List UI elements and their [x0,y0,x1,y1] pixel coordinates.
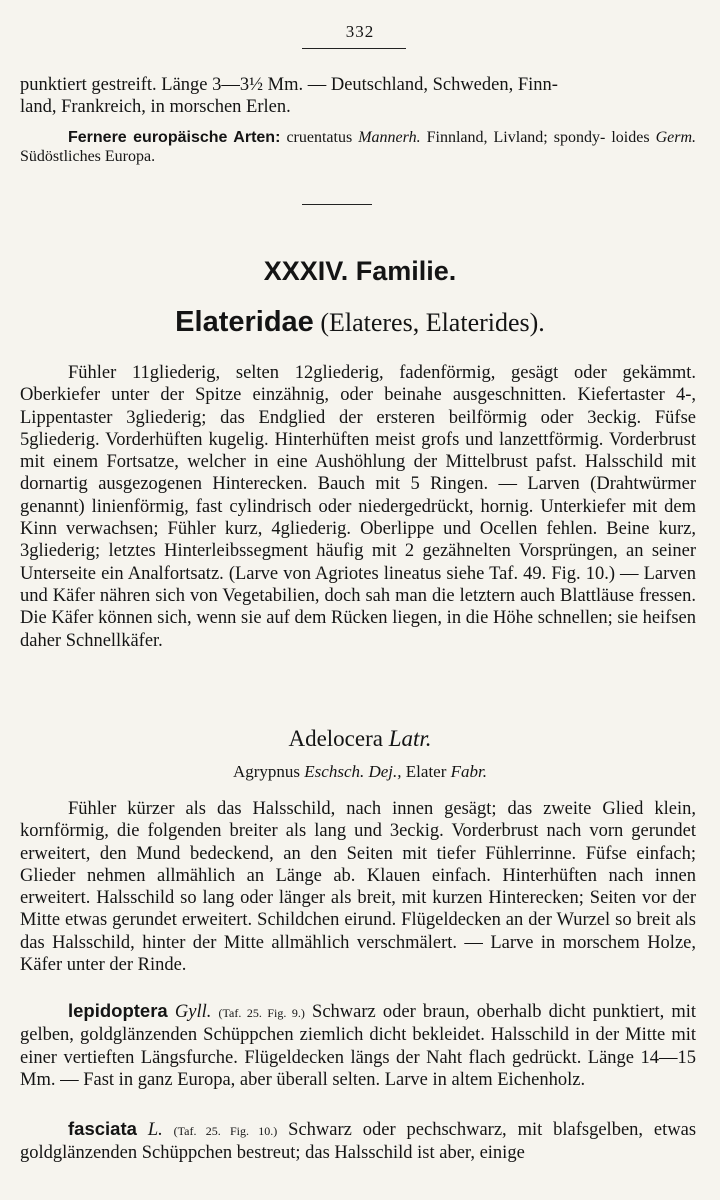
species-entry-fasciata [20,1118,696,1165]
intro-paragraph [20,74,696,119]
other-species-note [20,128,696,166]
genus-author: Latr. [388,726,432,751]
family-synonyms: (Elateres, Elaterides). [320,308,545,337]
author-mannerh: Mannerh. [358,129,421,146]
synonym-elater-author: Fabr. [450,762,488,781]
intro-line-1: punktiert gestreift. Länge 3—3½ Mm. — Deutschland, Schweden, Finn- [20,75,558,95]
synonym-agrypnus-author: Eschsch. Dej., [304,762,402,781]
other-species-range: Südöstliches Europa. [20,148,156,165]
plate-reference: (Taf. 25. Fig. 9.) [218,1006,305,1020]
family-number: XXXIV. Familie. [263,256,457,286]
other-species-text: Finnland, Livland; spondy- [426,129,606,146]
species-author: Gyll. [174,1002,212,1022]
species-spondyloides: loides [611,129,650,146]
species-description: Schwarz oder pechschwarz, mit blafsgelben, etwas goldglänzenden Schüppchen bestreut; das Halsschild ist aber, einige [20,1120,697,1164]
section-divider [302,204,372,205]
genus-description-text: Fühler kürzer als das Halsschild, nach innen gesägt; das zweite Glied klein, kornförmig, die folgenden breiter als lang und 3eckig. Vorderbrust nach vorn gerundet erweitert, den Mund bedeckend, an den Seiten mit tiefer Fühlerrinne. Füfse einfach; Glieder nehmen allmählich an Länge ab. Klauen einfach. Hinterhüften nach innen erweitert. Halsschild so lang oder länger als breit, mit kurzen Hinterecken; Seiten vor der Mitte etwas gerundet erweitert. Schildchen eirund. Flügeldecken an der Wurzel so breit als das Halsschild, hinter der Mitte allmählich verschmälert. — Larve in morschem Holze, Käfer unter der Rinde. [20,799,696,976]
family-title [0,306,720,339]
intro-line-2: land, Frankreich, in morschen Erlen. [20,97,291,118]
species-entry-lepidoptera [20,1000,696,1091]
family-description-text: Fühler 11gliederig, selten 12gliederig, fadenförmig, gesägt oder gekämmt. Oberkiefer unter der Spitze einzähnig, oder beinahe ausgeschnitten. Kiefertaster 4-, Lippentaster 3gliederig; das Endglied der ersteren beilförmig oder 3eckig. Füfse 5gliederig. Vorderhüften kugelig. Hinterhüften meist grofs und lanzettförmig. Vorderbrust mit einem Fortsatze, welcher in eine Aushöhlung der Mittelbrust pafst. Halsschild mit dornartig ausgezogenen Hinterecken. Bauch mit 5 Ringen. — Larven (Drahtwürmer genannt) linienförmig, fast cylindrisch oder niedergedrückt, hornig. Unterkiefer mit dem Kinn verwachsen; Fühler kurz, 4gliederig. Oberlippe und Ocellen fehlen. Beine kurz, 3gliederig; letztes Hinterleibssegment häufig mit 2 gezähnelten Vorsprüngen, an seiner Unterseite ein Analfortsatz. (Larve von Agriotes lineatus siehe Taf. 49. Fig. 10.) — Larven und Käfer nähren sich von Vegetabilien, doch sah man die letztern auch Blattläuse fressen. Die Käfer können sich, wenn sie auf dem Rücken liegen, in die Höhe schnellen; sie heifsen daher Schnellkäfer. [20,363,696,651]
species-author: L. [147,1120,163,1140]
other-species-label: Fernere europäische Arten: [68,129,281,146]
synonym-agrypnus: Agrypnus [232,762,301,781]
family-description [20,362,696,652]
genus-description [20,798,696,976]
synonym-elater: Elater [405,762,447,781]
species-cruentatus: cruentatus [286,129,353,146]
family-name: Elateridae [175,306,314,338]
species-description: Schwarz oder braun, oberhalb dicht punktiert, mit gelben, goldglänzenden Schüppchen ziemlich dicht bekleidet. Halsschild in der Mitte mit einer vertieften Längsfurche. Flügeldecken längs der Naht flach gedrückt. Länge 14—15 Mm. — Fast in ganz Europa, aber überall selten. Larve in altem Eichenholz. [20,1002,697,1090]
genus-synonyms [0,762,720,782]
species-name: fasciata [68,1118,137,1139]
page-number: 332 [345,22,375,41]
genus-name: Adelocera [288,726,383,751]
species-name: lepidoptera [68,1000,168,1021]
plate-reference: (Taf. 25. Fig. 10.) [173,1124,278,1138]
genus-heading [0,726,720,752]
header-rule [302,48,406,49]
author-germ: Germ. [655,129,697,146]
